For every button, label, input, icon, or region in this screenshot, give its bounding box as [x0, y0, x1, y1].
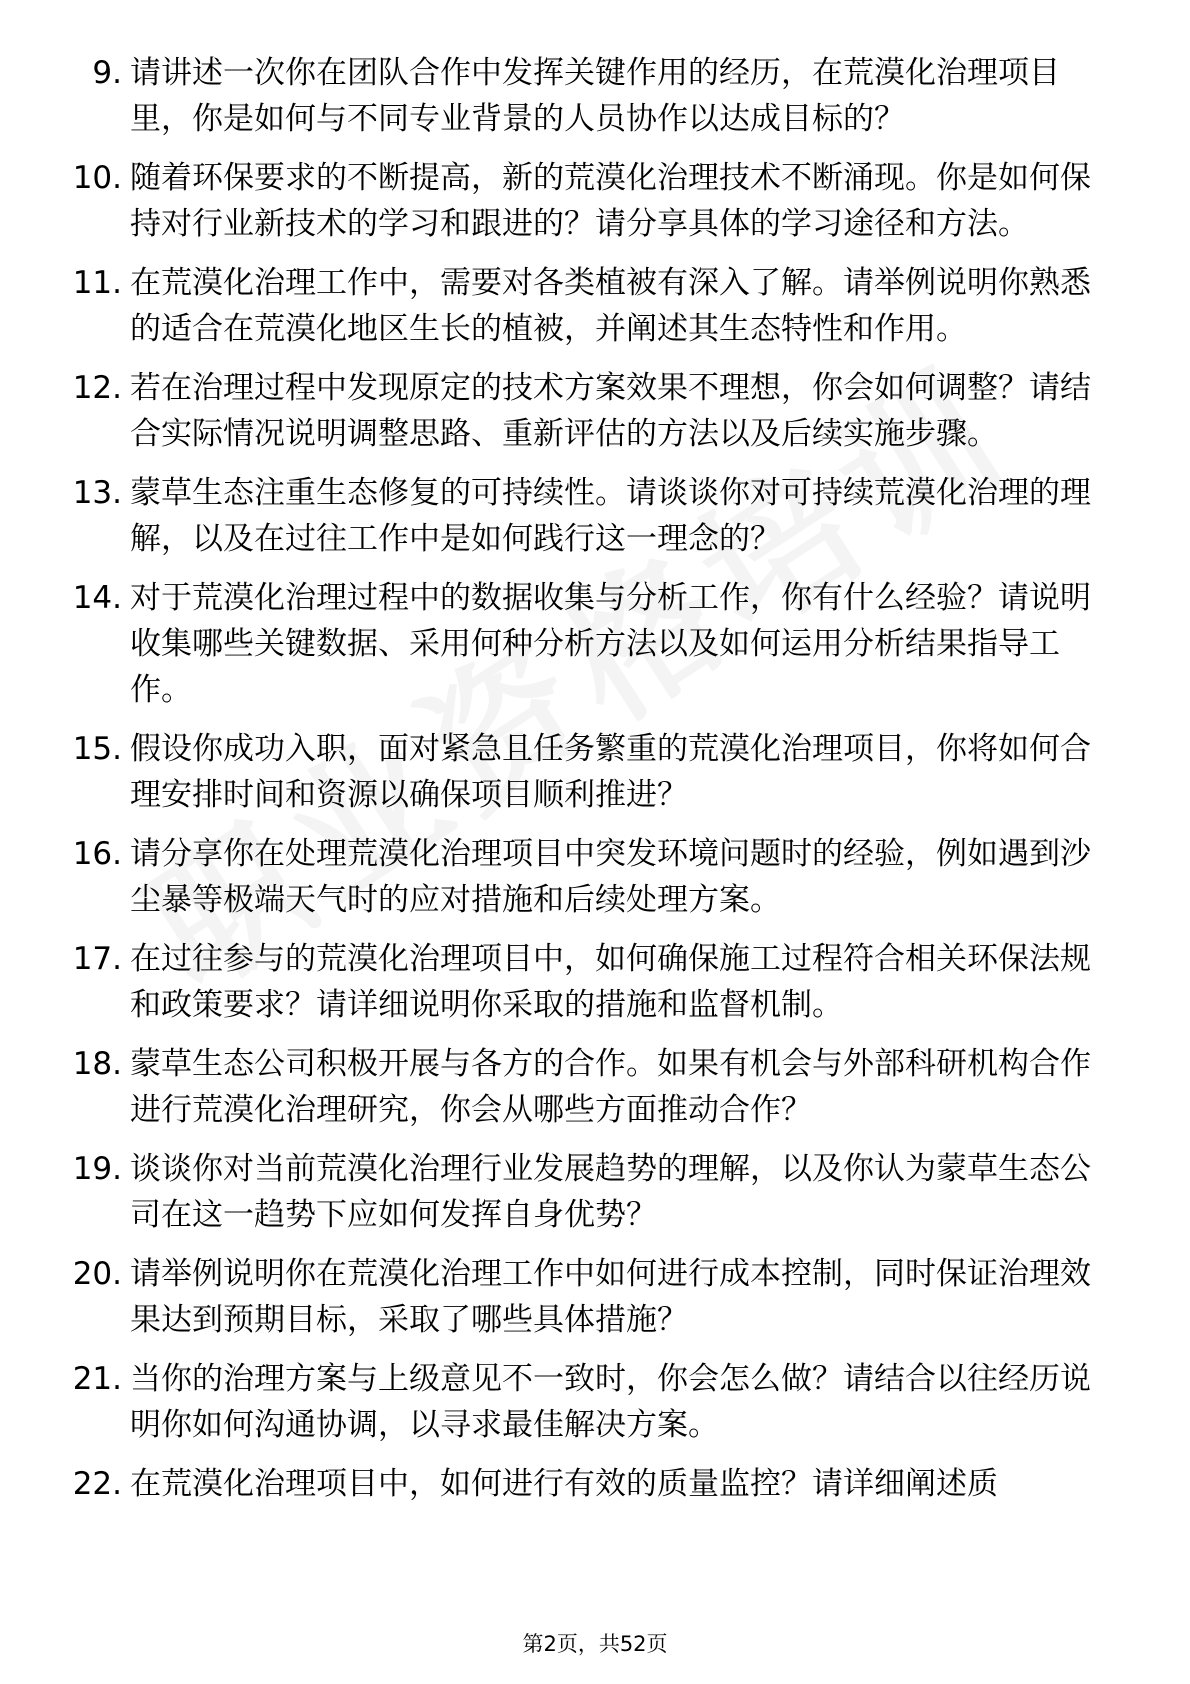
- list-item: [60, 1041, 1120, 1133]
- list-item: [60, 575, 1120, 713]
- question-text: 请讲述一次你在团队合作中发挥关键作用的经历，在荒漠化治理项目里，你是如何与不同专业背景的人员协作以达成目标的？: [130, 55, 1060, 137]
- question-number: 11.: [72, 265, 122, 301]
- question-number: 22.: [72, 1466, 122, 1502]
- question-text: 请举例说明你在荒漠化治理工作中如何进行成本控制，同时保证治理效果达到预期目标，采取了哪些具体措施？: [130, 1256, 1091, 1338]
- question-number: 14.: [72, 580, 122, 616]
- question-text: 在荒漠化治理项目中，如何进行有效的质量监控？请详细阐述质: [130, 1466, 998, 1502]
- list-item: [60, 1461, 1120, 1507]
- question-number: 13.: [72, 475, 122, 511]
- question-text: 谈谈你对当前荒漠化治理行业发展趋势的理解，以及你认为蒙草生态公司在这一趋势下应如何发挥自身优势？: [130, 1151, 1091, 1233]
- question-text: 若在治理过程中发现原定的技术方案效果不理想，你会如何调整？请结合实际情况说明调整思路、重新评估的方法以及后续实施步骤。: [130, 370, 1091, 452]
- question-number: 9.: [92, 55, 122, 91]
- question-number: 21.: [72, 1361, 122, 1397]
- question-number: 12.: [72, 370, 122, 406]
- question-list: [60, 50, 1120, 1520]
- question-number: 17.: [72, 941, 122, 977]
- list-item: [60, 365, 1120, 457]
- page-number-label: 第2页，共52页: [522, 1632, 668, 1656]
- question-number: 15.: [72, 731, 122, 767]
- question-text: 蒙草生态注重生态修复的可持续性。请谈谈你对可持续荒漠化治理的理解，以及在过往工作中是如何践行这一理念的？: [130, 475, 1091, 557]
- question-number: 16.: [72, 836, 122, 872]
- question-number: 10.: [72, 160, 122, 196]
- question-text: 请分享你在处理荒漠化治理项目中突发环境问题时的经验，例如遇到沙尘暴等极端天气时的应对措施和后续处理方案。: [130, 836, 1091, 918]
- question-text: 在荒漠化治理工作中，需要对各类植被有深入了解。请举例说明你熟悉的适合在荒漠化地区生长的植被，并阐述其生态特性和作用。: [130, 265, 1091, 347]
- list-item: [60, 831, 1120, 923]
- list-item: [60, 1251, 1120, 1343]
- list-item: [60, 1146, 1120, 1238]
- question-number: 20.: [72, 1256, 122, 1292]
- question-text: 假设你成功入职，面对紧急且任务繁重的荒漠化治理项目，你将如何合理安排时间和资源以确保项目顺利推进？: [130, 731, 1091, 813]
- list-item: [60, 1356, 1120, 1448]
- list-item: [60, 260, 1120, 352]
- question-text: 随着环保要求的不断提高，新的荒漠化治理技术不断涌现。你是如何保持对行业新技术的学习和跟进的？请分享具体的学习途径和方法。: [130, 160, 1091, 242]
- question-text: 在过往参与的荒漠化治理项目中，如何确保施工过程符合相关环保法规和政策要求？请详细说明你采取的措施和监督机制。: [130, 941, 1091, 1023]
- list-item: [60, 726, 1120, 818]
- question-text: 蒙草生态公司积极开展与各方的合作。如果有机会与外部科研机构合作进行荒漠化治理研究，你会从哪些方面推动合作？: [130, 1046, 1091, 1128]
- list-item: [60, 155, 1120, 247]
- list-item: [60, 936, 1120, 1028]
- list-item: [60, 50, 1120, 142]
- question-text: 当你的治理方案与上级意见不一致时，你会怎么做？请结合以往经历说明你如何沟通协调，以寻求最佳解决方案。: [130, 1361, 1091, 1443]
- page-footer: [0, 1628, 1190, 1658]
- question-number: 19.: [72, 1151, 122, 1187]
- question-number: 18.: [72, 1046, 122, 1082]
- question-text: 对于荒漠化治理过程中的数据收集与分析工作，你有什么经验？请说明收集哪些关键数据、采用何种分析方法以及如何运用分析结果指导工作。: [130, 580, 1091, 708]
- list-item: [60, 470, 1120, 562]
